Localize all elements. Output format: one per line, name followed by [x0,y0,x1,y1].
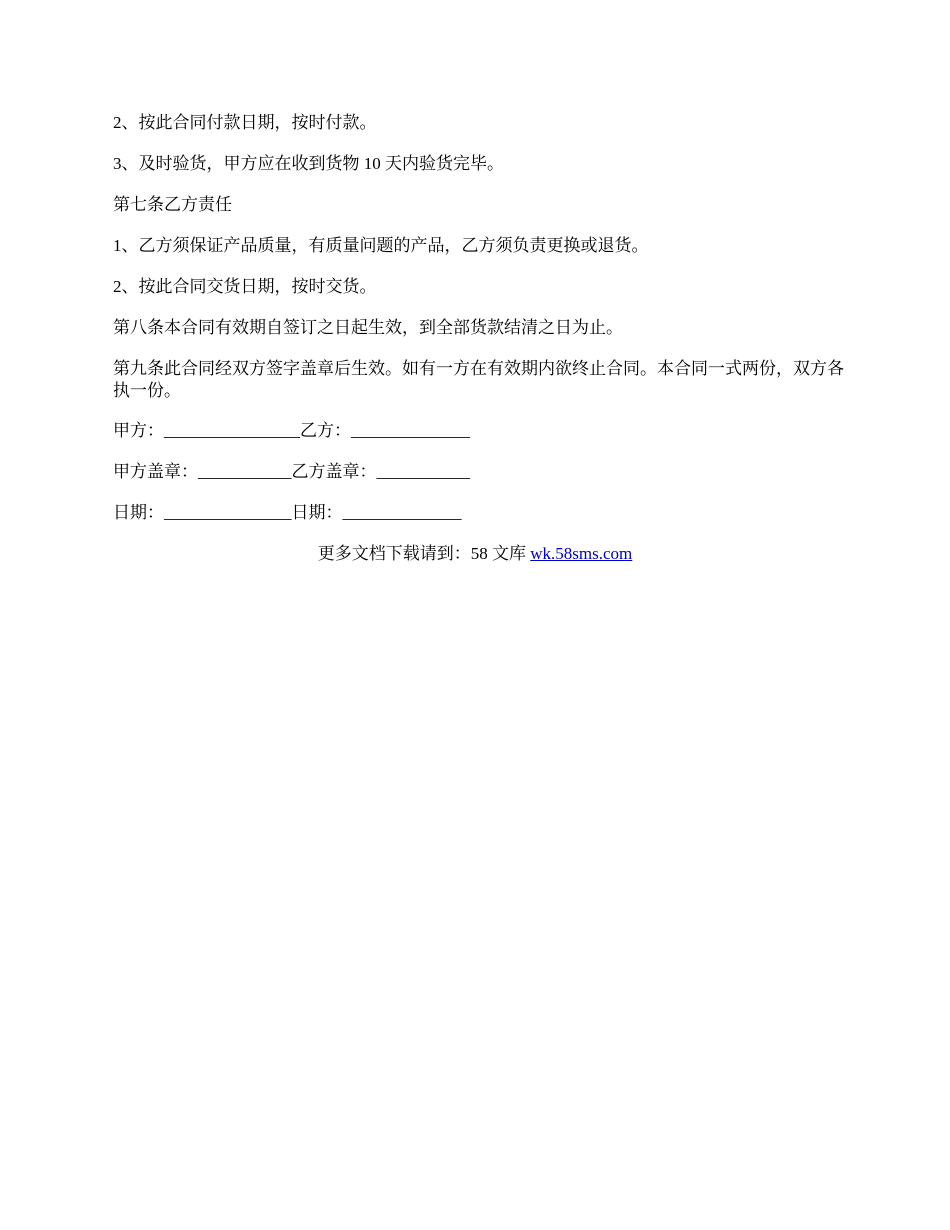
footer-link[interactable]: wk.58sms.com [530,544,633,563]
footer-text: 更多文档下载请到：58 文库 [317,544,531,563]
clause-paragraph: 2、按此合同付款日期，按时付款。 [113,113,377,132]
signature-line-party: 甲方：________________乙方：______________ [113,421,470,440]
clause-paragraph: 3、及时验货，甲方应在收到货物 10 天内验货完毕。 [113,154,504,173]
section-paragraph: 第八条本合同有效期自签订之日起生效，到全部货款结清之日为止。 [113,318,623,337]
section-paragraph: 第九条此合同经双方签字盖章后生效。如有一方在有效期内欲终止合同。本合同一式两份，双方各执一份。 [113,359,844,400]
footer [0,543,950,565]
signature-line-seal: 甲方盖章：___________乙方盖章：___________ [113,462,470,481]
section-heading: 第七条乙方责任 [113,195,232,214]
document-body [113,112,855,543]
clause-paragraph: 1、乙方须保证产品质量，有质量问题的产品，乙方须负责更换或退货。 [113,236,649,255]
signature-line-date: 日期：_______________日期：______________ [113,503,462,522]
clause-paragraph: 2、按此合同交货日期，按时交货。 [113,277,377,296]
